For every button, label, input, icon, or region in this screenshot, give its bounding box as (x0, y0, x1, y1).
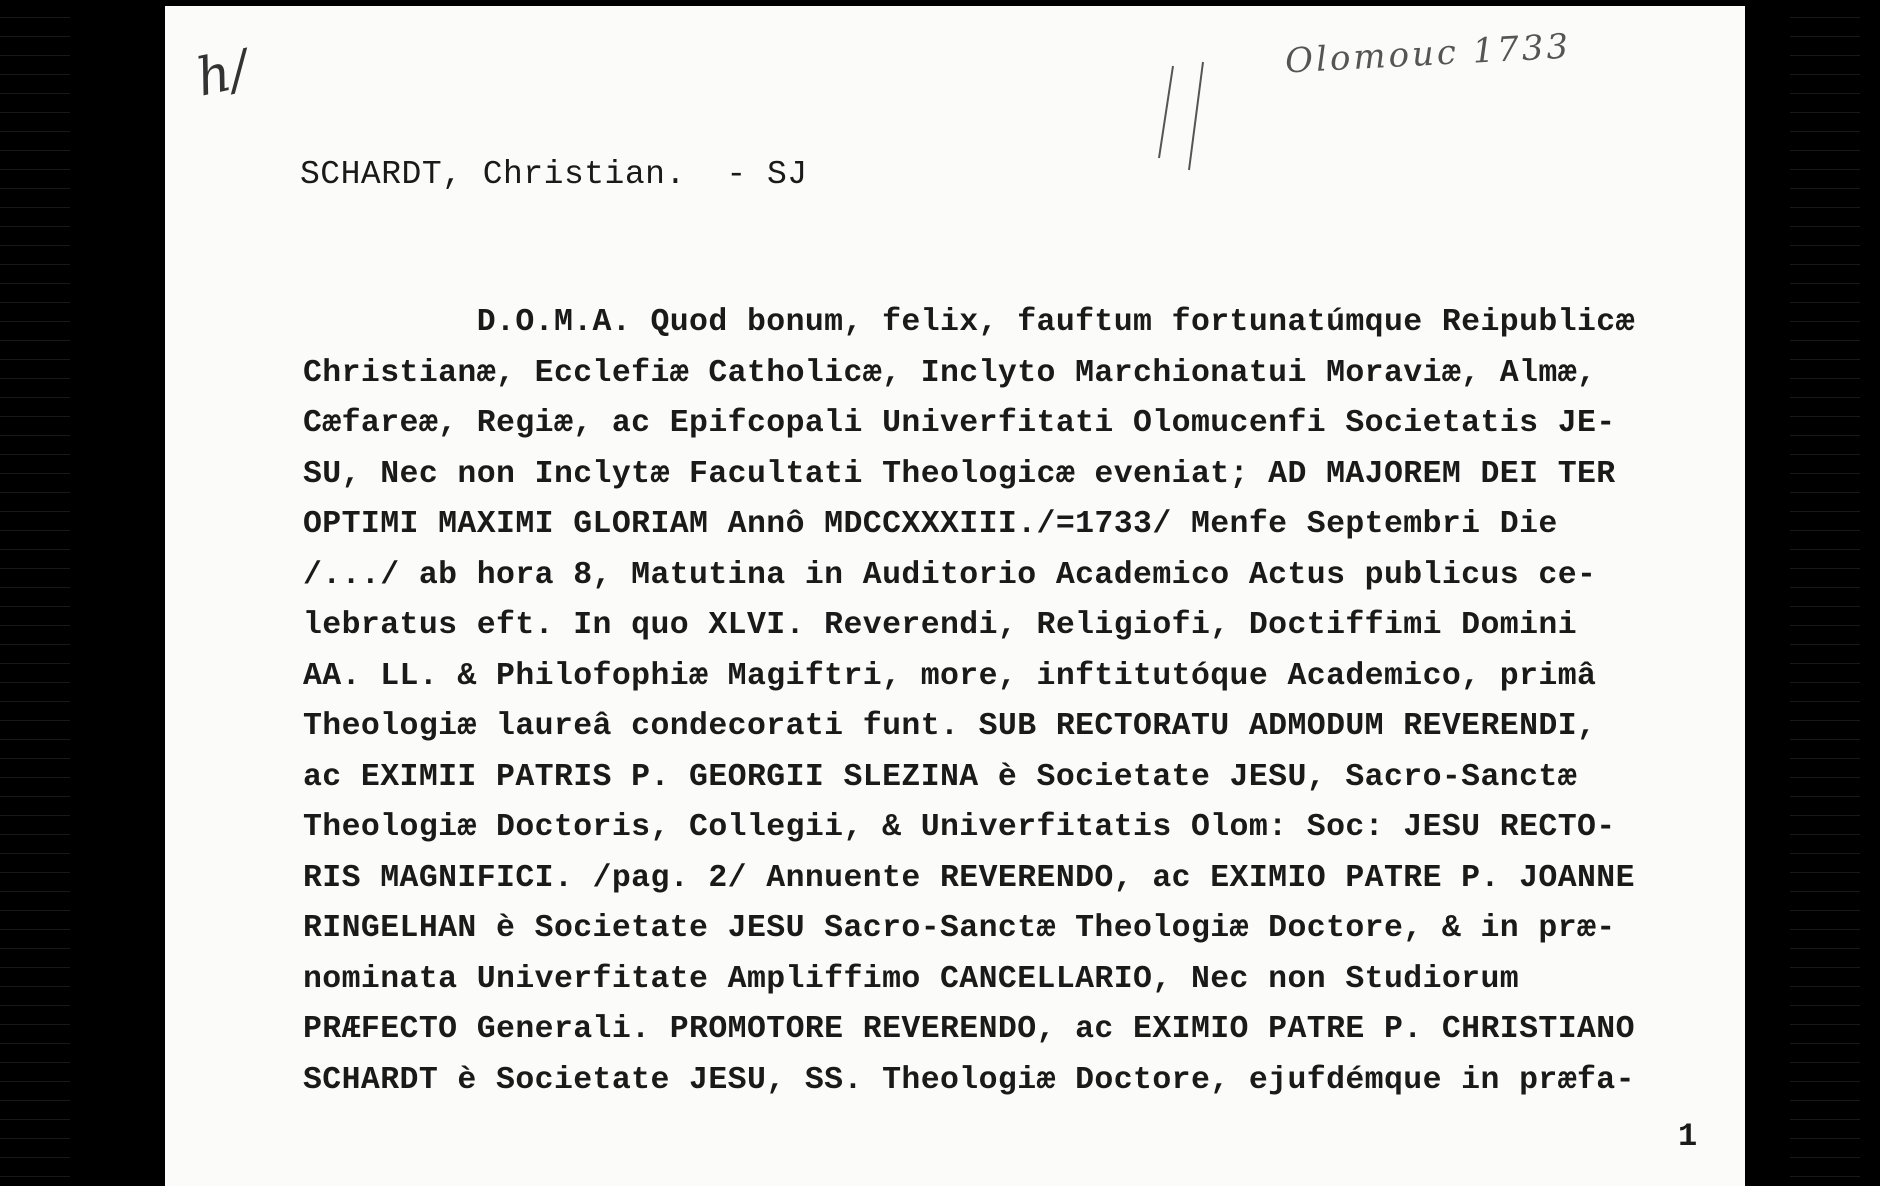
text-line: SU, Nec non Inclytæ Facultati Theologicæ eveniat; AD MAJOREM DEI TER (303, 456, 1616, 492)
handwritten-note: Olomouc 1733 (1284, 26, 1573, 82)
document-card (165, 6, 1745, 1186)
text-line: /.../ ab hora 8, Matutina in Auditorio Academico Actus publicus ce- (303, 557, 1597, 593)
text-line: Theologiæ laureâ condecorati funt. SUB RECTORATU ADMODUM REVERENDI, (303, 709, 1597, 744)
text-line: nominata Univerfitate Ampliffimo CANCELLARIO, Nec non Studiorum (303, 961, 1520, 997)
pencil-tick-marks (1145, 58, 1225, 178)
right-scan-edge (1790, 0, 1860, 1186)
text-line: RINGELHAN è Societate JESU Sacro-Sanctæ Theologiæ Doctore, & in præ- (303, 911, 1616, 946)
record-heading: SCHARDT, Christian. - SJ (300, 156, 808, 193)
corner-handwritten-mark: h/ (191, 39, 254, 109)
text-line: D.O.M.A. Quod bonum, felix, fauftum fortunatúmque Reipublicæ (303, 305, 1635, 340)
page-number: 1 (1678, 1118, 1698, 1155)
text-line: Christianæ, Ecclefiæ Catholicæ, Inclyto Marchionatui Moraviæ, Almæ, (303, 355, 1597, 391)
text-line: AA. LL. & Philofophiæ Magiftri, more, inftitutóque Academico, primâ (303, 658, 1597, 694)
text-line: Cæfareæ, Regiæ, ac Epifcopali Univerfitati Olomucenfi Societatis JE- (303, 406, 1616, 441)
transcription-body (303, 298, 1683, 1106)
text-line: OPTIMI MAXIMI GLORIAM Annô MDCCXXXIII./=1733/ Menfe Septembri Die (303, 507, 1558, 542)
text-line: Theologiæ Doctoris, Collegii, & Univerfitatis Olom: Soc: JESU RECTO- (303, 810, 1616, 845)
text-line: SCHARDT è Societate JESU, SS. Theologiæ Doctore, ejufdémque in præfa- (303, 1062, 1635, 1098)
text-line: RIS MAGNIFICI. /pag. 2/ Annuente REVERENDO, ac EXIMIO PATRE P. JOANNE (303, 860, 1635, 896)
left-scan-edge (0, 0, 70, 1186)
text-line: ac EXIMII PATRIS P. GEORGII SLEZINA è Societate JESU, Sacro-Sanctæ (303, 759, 1578, 795)
text-line: PRÆFECTO Generali. PROMOTORE REVERENDO, ac EXIMIO PATRE P. CHRISTIANO (303, 1012, 1635, 1047)
text-line: lebratus eft. In quo XLVI. Reverendi, Religiofi, Doctiffimi Domini (303, 608, 1578, 643)
